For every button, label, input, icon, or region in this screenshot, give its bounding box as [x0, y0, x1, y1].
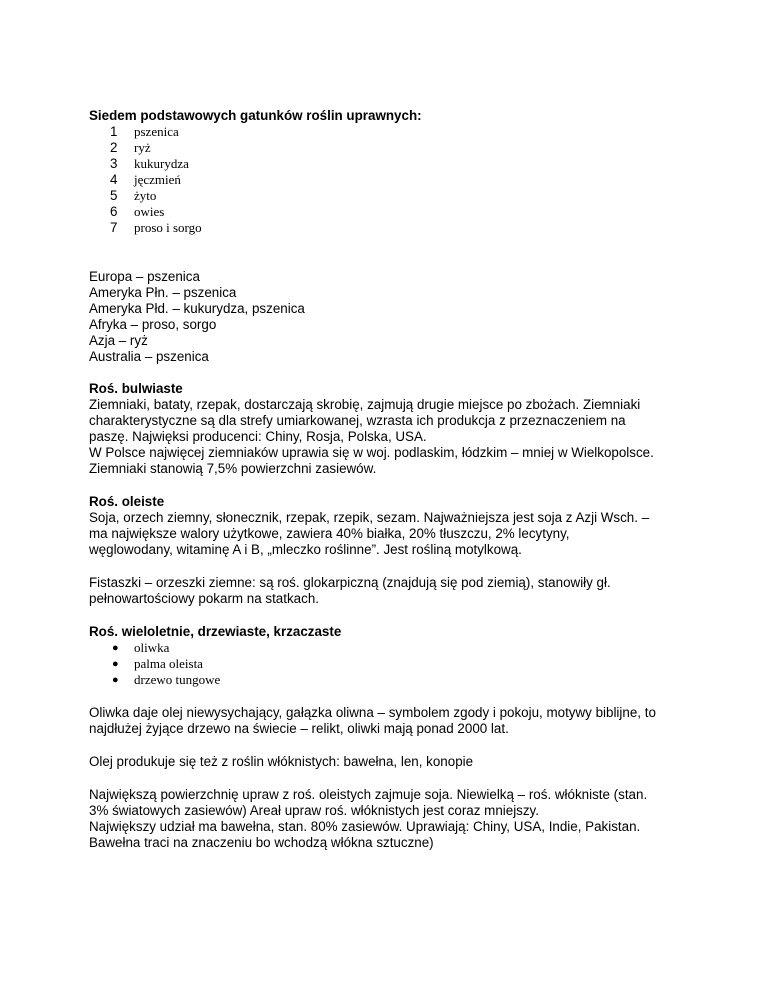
fiber-oil-line: Olej produkuje się też z roślin włóknistych: bawełna, len, konopie	[89, 754, 474, 769]
bullet-icon: ●	[112, 642, 119, 654]
region-line: Azja – ryż	[89, 333, 148, 348]
tubers-line: Ziemniaki, bataty, rzepak, dostarczają skrobię, zajmują drugie miejsce po zbożach. Ziemniaki	[89, 397, 641, 412]
crop-number: 5	[110, 188, 118, 203]
area-line: Bawełna traci na znaczeniu bo wchodzą włókna sztuczne)	[89, 835, 434, 850]
tubers-heading: Roś. bulwiaste	[89, 381, 183, 396]
oil-line: ma największe walory użytkowe, zawiera 40% białka, 20% tłuszczu, 2% lecytyny,	[89, 526, 570, 541]
tubers-line: W Polsce najwięcej ziemniaków uprawia się w woj. podlaskim, łódzkim – mniej w Wielkopolsce.	[89, 445, 654, 460]
crop-name: ryż	[134, 140, 151, 155]
perennial-heading: Roś. wieloletnie, drzewiaste, krzaczaste	[89, 624, 342, 639]
crop-number: 7	[110, 220, 118, 235]
oil-heading: Roś. oleiste	[89, 494, 165, 509]
peanuts-line: Fistaszki – orzeszki ziemne: są roś. glokarpiczną (znajdują się pod ziemią), stanowiły gł.	[89, 575, 611, 590]
perennial-item: oliwka	[134, 640, 170, 655]
region-line: Europa – pszenica	[89, 269, 200, 284]
crop-number: 3	[110, 156, 118, 171]
crop-name: kukurydza	[134, 156, 189, 171]
tubers-line: Ziemniaki stanowią 7,5% powierzchni zasiewów.	[89, 461, 377, 476]
crop-number: 1	[110, 124, 118, 139]
crop-name: pszenica	[134, 124, 179, 139]
region-line: Ameryka Płn. – pszenica	[89, 285, 237, 300]
bullet-icon: ●	[112, 674, 119, 686]
perennial-item: palma oleista	[134, 656, 203, 671]
olive-line: Oliwka daje olej niewysychający, gałązka oliwna – symbolem zgody i pokoju, motywy biblijne, to	[89, 705, 656, 720]
perennial-item: drzewo tungowe	[134, 672, 221, 687]
crop-name: proso i sorgo	[134, 220, 202, 235]
olive-line: najdłużej żyjące drzewo na świecie – relikt, oliwki mają ponad 2000 lat.	[89, 721, 509, 736]
crops-heading: Siedem podstawowych gatunków roślin uprawnych:	[89, 108, 422, 123]
area-line: 3% światowych zasiewów) Areał upraw roś. włóknistych jest coraz mniejszy.	[89, 803, 539, 818]
tubers-line: charakterystyczne są dla strefy umiarkowanej, wzrasta ich produkcja z przeznaczeniem na	[89, 413, 626, 428]
region-line: Afryka – proso, sorgo	[89, 317, 217, 332]
crop-name: owies	[134, 204, 165, 219]
crop-number: 2	[110, 140, 118, 155]
crop-name: jęczmień	[134, 172, 181, 187]
oil-line: Soja, orzech ziemny, słonecznik, rzepak, rzepik, sezam. Najważniejsza jest soja z Azji Wsch. –	[89, 510, 650, 525]
region-line: Ameryka Płd. – kukurydza, pszenica	[89, 301, 305, 316]
oil-line: węglowodany, witaminę A i B, „mleczko roślinne”. Jest rośliną motylkową.	[89, 542, 522, 557]
crop-number: 4	[110, 172, 118, 187]
peanuts-line: pełnowartościowy pokarm na statkach.	[89, 591, 319, 606]
region-line: Australia – pszenica	[89, 349, 209, 364]
crop-name: żyto	[134, 188, 157, 203]
area-line: Największą powierzchnię upraw z roś. oleistych zajmuje soja. Niewielką – roś. włókniste (stan.	[89, 787, 648, 802]
bullet-icon: ●	[112, 658, 119, 670]
crop-number: 6	[110, 204, 118, 219]
area-line: Największy udział ma bawełna, stan. 80% zasiewów. Uprawiają: Chiny, USA, Indie, Pakistan.	[89, 819, 641, 834]
tubers-line: paszę. Najwięksi producenci: Chiny, Rosja, Polska, USA.	[89, 429, 427, 444]
